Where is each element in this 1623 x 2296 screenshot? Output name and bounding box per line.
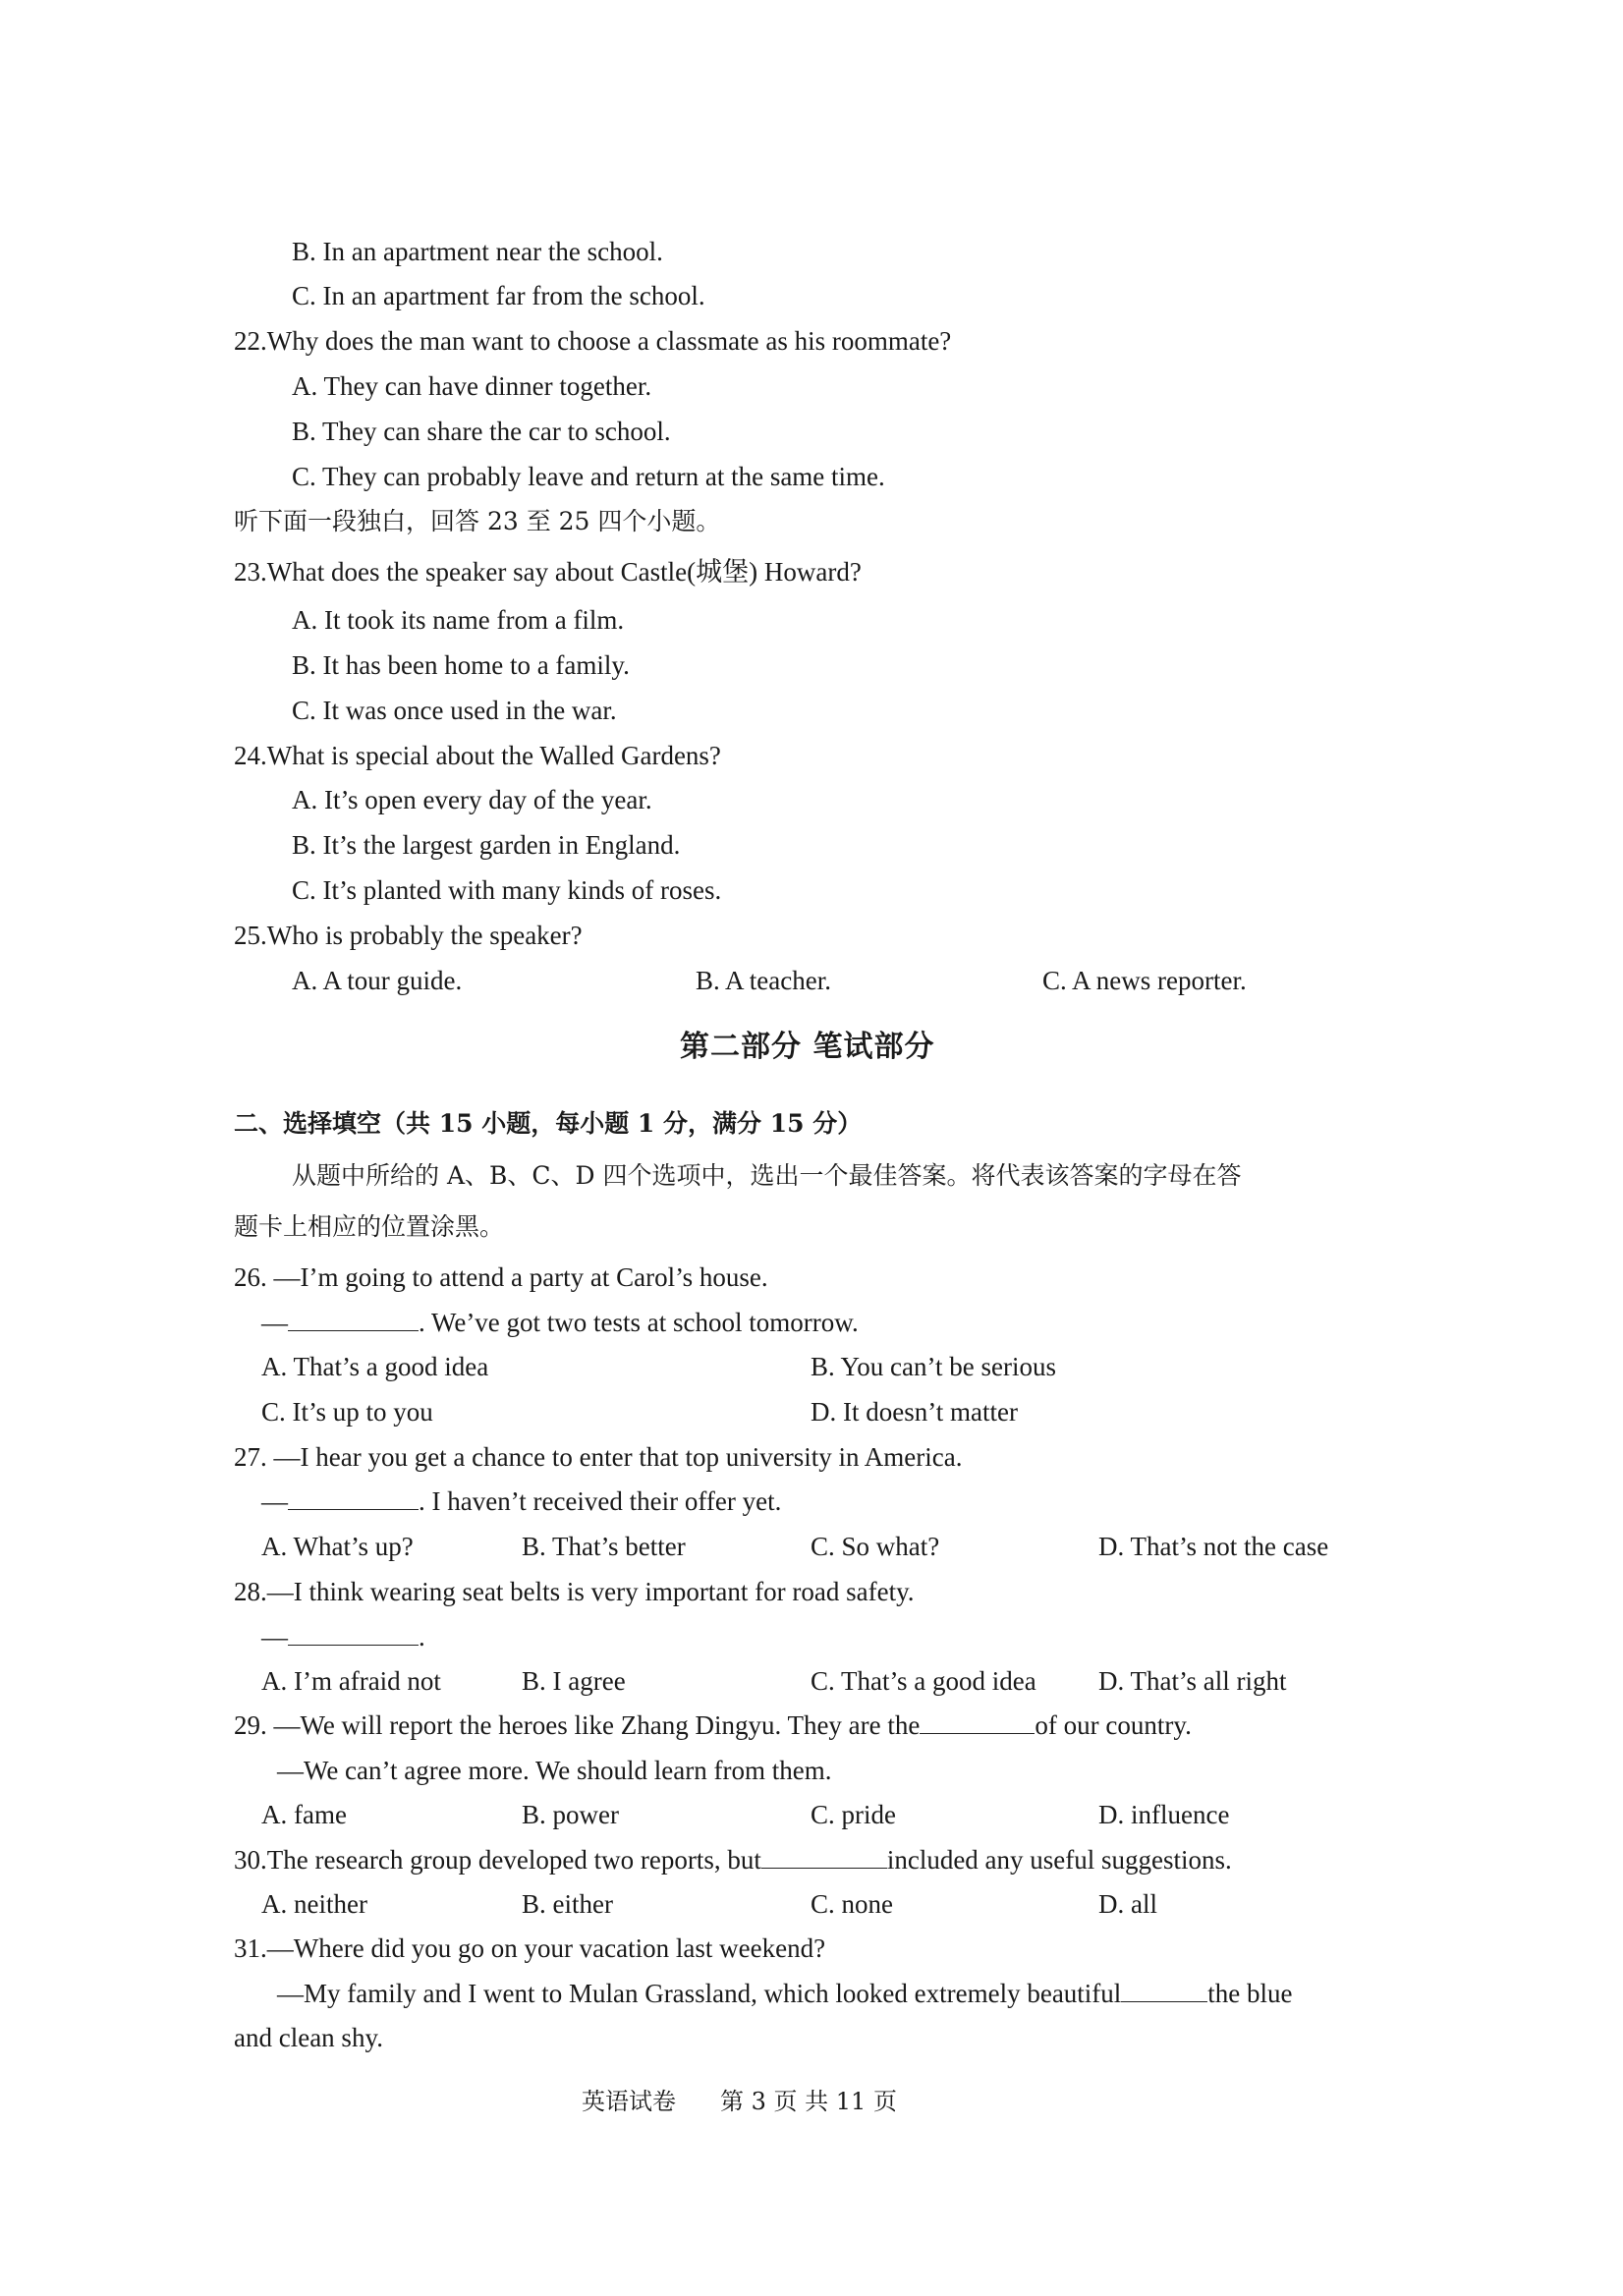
q26-reply-text: . We’ve got two tests at school tomorrow. — [419, 1308, 859, 1337]
q31-reply — [277, 1977, 1293, 2010]
q23-option-c: C. It was once used in the war. — [292, 696, 617, 725]
q26-option-d: D. It doesn’t matter — [811, 1397, 1018, 1427]
q30-stem-start: 30.The research group developed two reports, but — [234, 1845, 761, 1875]
q28-reply-text: . — [419, 1622, 425, 1652]
q28-option-a: A. I’m afraid not — [261, 1666, 441, 1696]
section2-heading: 二、选择填空（共 15 小题，每小题 1 分，满分 15 分） — [234, 1109, 863, 1138]
q27-stem: 27. —I hear you get a chance to enter that top university in America. — [234, 1442, 963, 1472]
q29-option-d: D. influence — [1098, 1800, 1230, 1829]
q29-option-b: B. power — [522, 1800, 619, 1829]
q28-reply — [261, 1620, 425, 1653]
q29-answer-blank — [920, 1711, 1035, 1734]
q30-option-a: A. neither — [261, 1889, 367, 1919]
q28-option-c: C. That’s a good idea — [811, 1666, 1036, 1696]
q25-option-a: A. A tour guide. — [292, 966, 463, 995]
q30-option-b: B. either — [522, 1889, 613, 1919]
q22-stem: 22.Why does the man want to choose a classmate as his roommate? — [234, 326, 952, 356]
q24-stem: 24.What is special about the Walled Gardens? — [234, 741, 721, 770]
q22-option-c: C. They can probably leave and return at the same time. — [292, 462, 885, 491]
q24-option-b: B. It’s the largest garden in England. — [292, 830, 681, 860]
q27-option-a: A. What’s up? — [261, 1532, 414, 1561]
q29-reply: —We can’t agree more. We should learn from them. — [277, 1756, 832, 1785]
q27-reply — [261, 1484, 781, 1518]
q27-reply-text: . I haven’t received their offer yet. — [419, 1486, 782, 1516]
part2-title: 第二部分 笔试部分 — [680, 1030, 935, 1064]
q28-reply-dash: — — [261, 1622, 288, 1652]
q22-option-b: B. They can share the car to school. — [292, 417, 671, 446]
q31-reply-line2: and clean shy. — [234, 2023, 383, 2052]
section2-instruction-line1: 从题中所给的 A、B、C、D 四个选项中，选出一个最佳答案。将代表该答案的字母在答 — [292, 1161, 1242, 1190]
q26-reply — [261, 1306, 859, 1339]
q31-stem: 31.—Where did you go on your vacation last weekend? — [234, 1933, 826, 1963]
q27-option-d: D. That’s not the case — [1098, 1532, 1329, 1561]
q31-reply-end: the blue — [1207, 1979, 1293, 2008]
q23-option-a: A. It took its name from a film. — [292, 605, 625, 635]
q28-stem: 28.—I think wearing seat belts is very important for road safety. — [234, 1577, 915, 1606]
q22-option-a: A. They can have dinner together. — [292, 371, 652, 401]
q23-stem: 23.What does the speaker say about Castle(城堡) Howard? — [234, 557, 862, 587]
q30-stem — [234, 1843, 1232, 1876]
q28-option-d: D. That’s all right — [1098, 1666, 1287, 1696]
q28-answer-blank — [288, 1623, 419, 1646]
q26-option-a: A. That’s a good idea — [261, 1352, 489, 1381]
q25-option-c: C. A news reporter. — [1042, 966, 1247, 995]
listening-instruction: 听下面一段独白，回答 23 至 25 四个小题。 — [234, 507, 721, 535]
footer-page-number: 第 3 页 共 11 页 — [720, 2088, 897, 2115]
q29-stem-end: of our country. — [1035, 1710, 1192, 1740]
footer-subject: 英语试卷 — [582, 2088, 676, 2115]
q26-answer-blank — [288, 1309, 419, 1331]
q27-answer-blank — [288, 1487, 419, 1510]
q29-option-a: A. fame — [261, 1800, 347, 1829]
q24-option-c: C. It’s planted with many kinds of roses. — [292, 875, 722, 905]
q26-stem: 26. —I’m going to attend a party at Carol’s house. — [234, 1262, 768, 1292]
q27-option-b: B. That’s better — [522, 1532, 686, 1561]
q26-reply-dash: — — [261, 1308, 288, 1337]
q26-option-b: B. You can’t be serious — [811, 1352, 1057, 1381]
q29-stem-start: 29. —We will report the heroes like Zhang Dingyu. They are the — [234, 1710, 921, 1740]
q30-answer-blank — [761, 1846, 887, 1869]
q24-option-a: A. It’s open every day of the year. — [292, 785, 652, 814]
q26-option-c: C. It’s up to you — [261, 1397, 433, 1427]
q27-reply-dash: — — [261, 1486, 288, 1516]
q21-option-c: C. In an apartment far from the school. — [292, 281, 705, 310]
q21-option-b: B. In an apartment near the school. — [292, 237, 663, 266]
q31-reply-start: —My family and I went to Mulan Grassland, which looked extremely beautiful — [277, 1979, 1122, 2008]
section2-instruction-line2: 题卡上相应的位置涂黑。 — [234, 1212, 505, 1241]
q25-stem: 25.Who is probably the speaker? — [234, 921, 583, 950]
q23-option-b: B. It has been home to a family. — [292, 650, 630, 680]
q25-option-b: B. A teacher. — [696, 966, 831, 995]
q31-answer-blank — [1121, 1980, 1207, 2002]
q30-stem-end: included any useful suggestions. — [886, 1845, 1232, 1875]
q28-option-b: B. I agree — [522, 1666, 626, 1696]
q27-option-c: C. So what? — [811, 1532, 940, 1561]
q30-option-d: D. all — [1098, 1889, 1157, 1919]
q30-option-c: C. none — [811, 1889, 893, 1919]
q29-stem — [234, 1708, 1192, 1742]
q29-option-c: C. pride — [811, 1800, 896, 1829]
